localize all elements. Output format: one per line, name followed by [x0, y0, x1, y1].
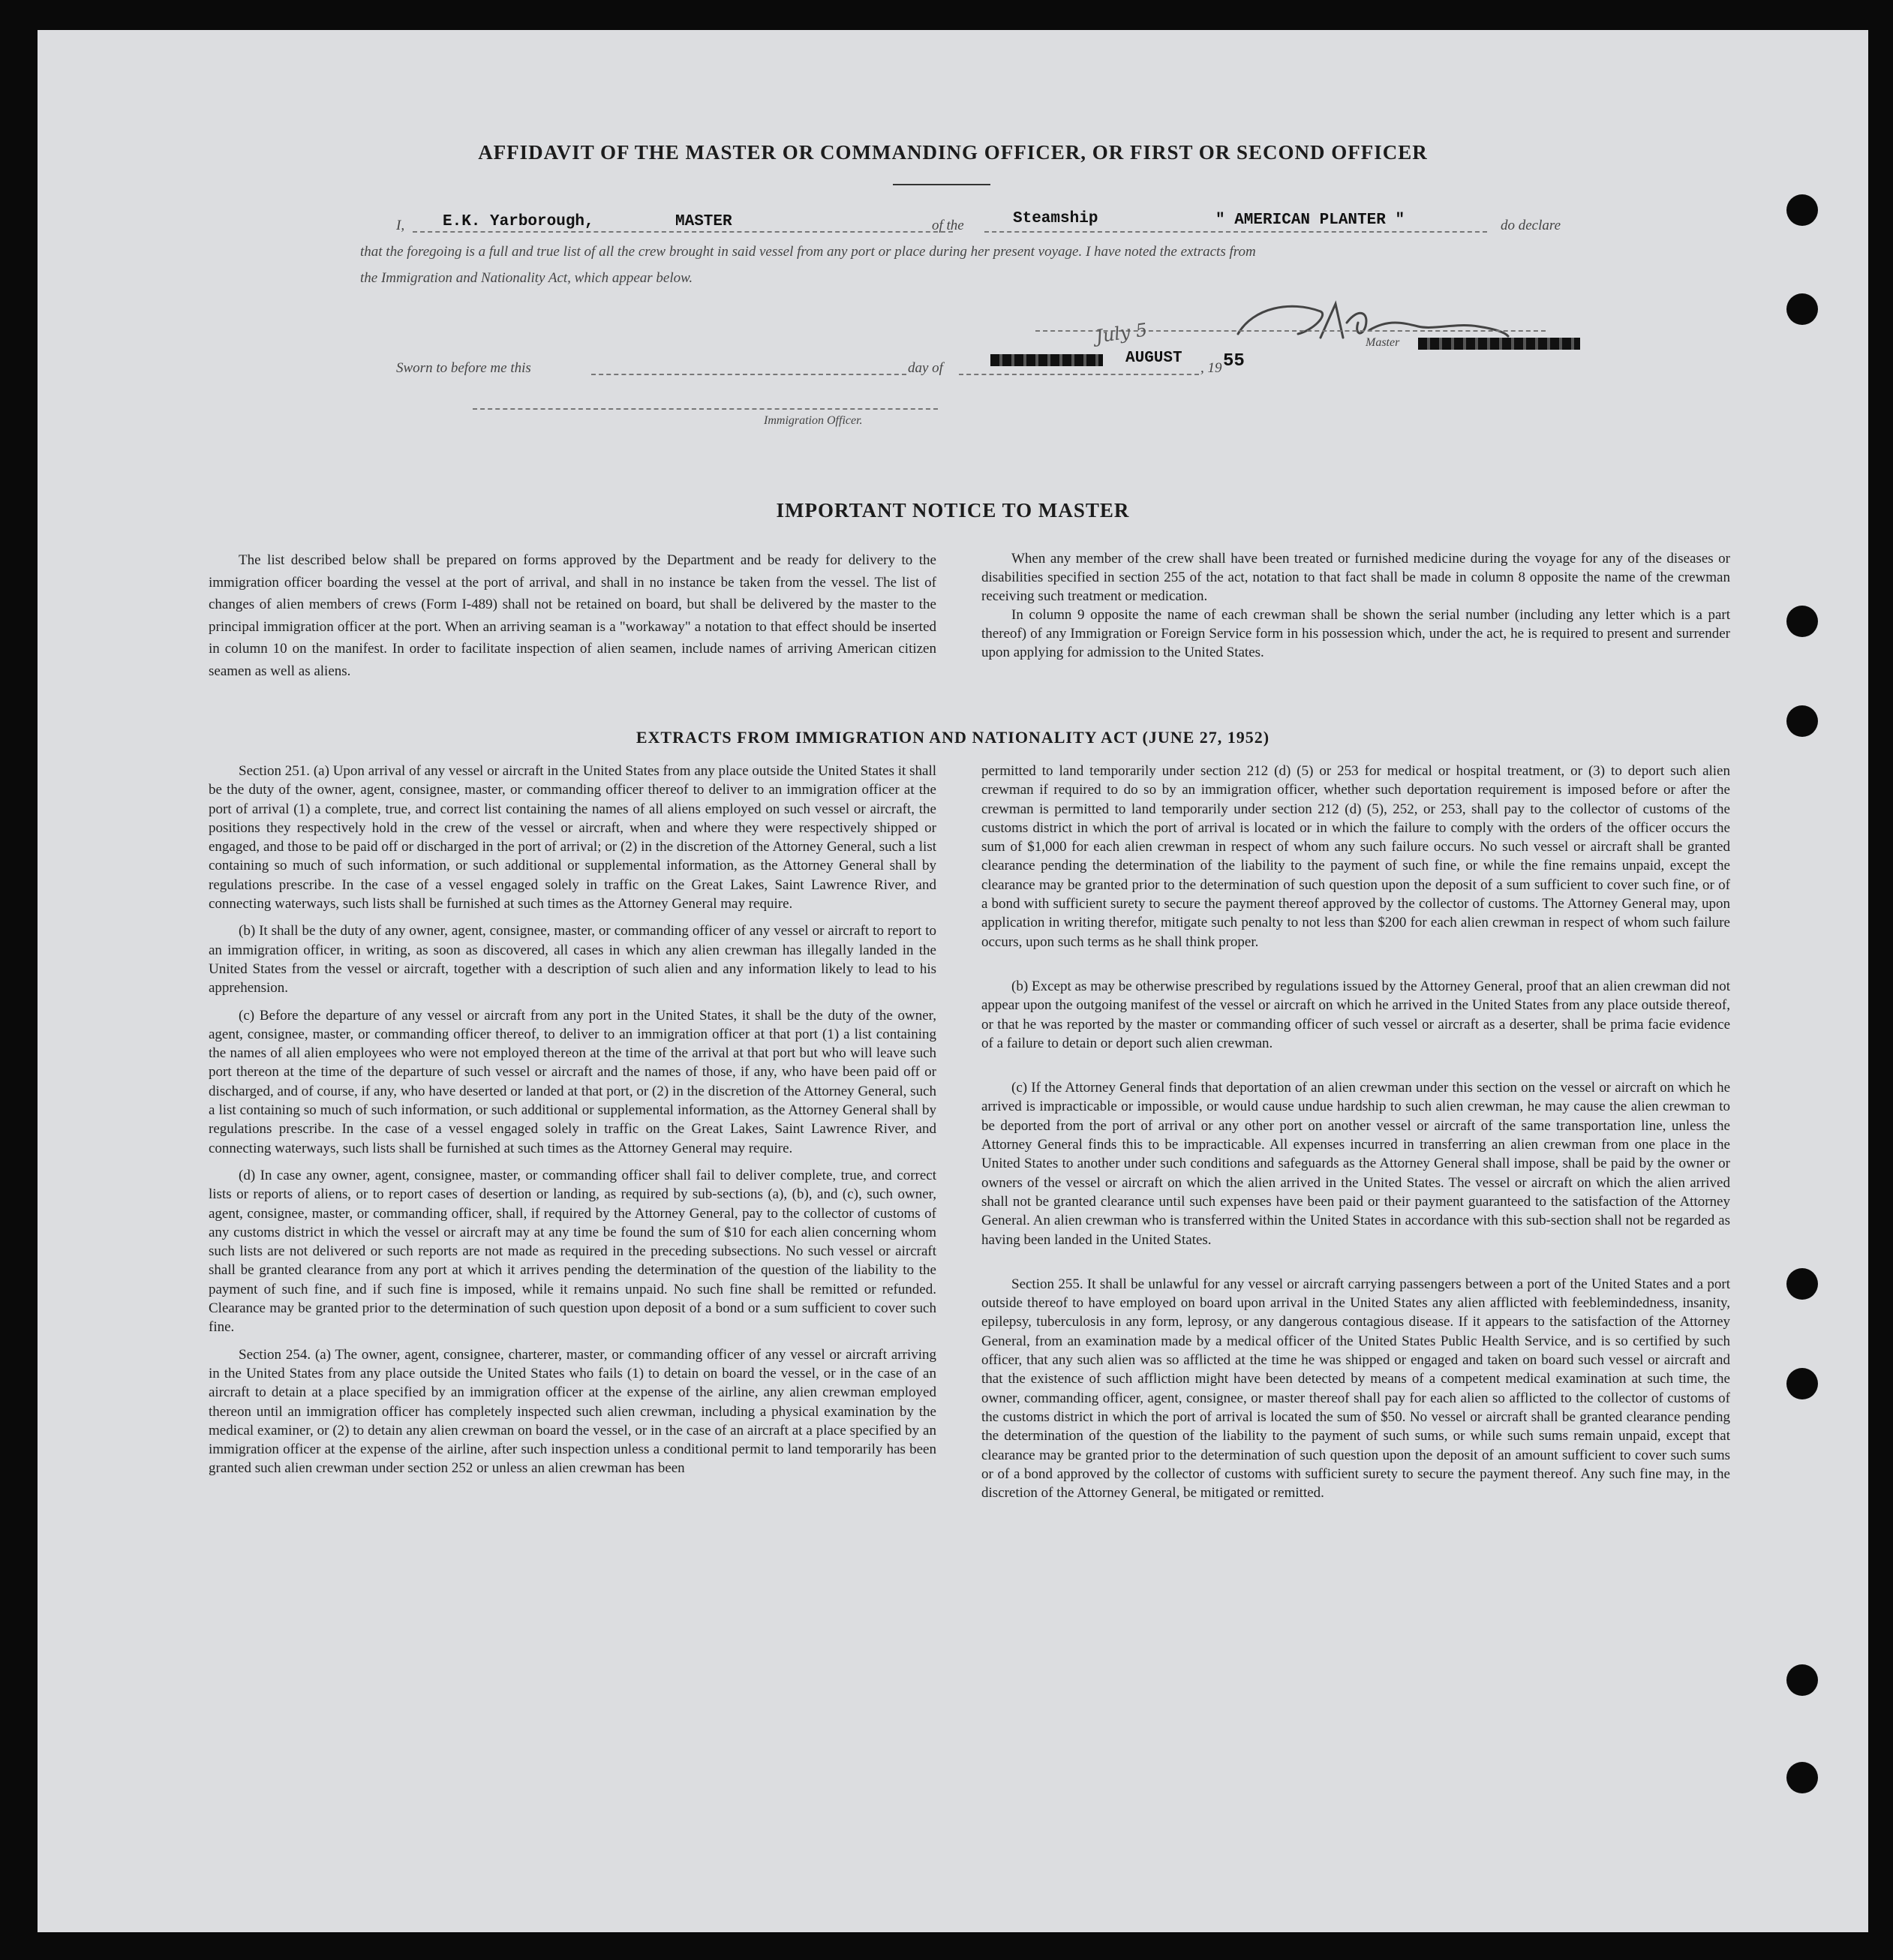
section-251-d: (d) In case any owner, agent, consignee, master, or commanding officer shall fail to deliver complete, true, and correct lists or reports of aliens, or to report cases of desertion or landing, as required by sub-sections (a), (b), and (c), such owner, agent, consignee, master, or commanding officer, shall, if required by the Attorney General, pay to the collector of customs of any customs district in which the vessel or aircraft may at any time be found the sum of $10 for each alien concerning whom such lists are not delivered or such reports are not made as required in the preceding subsections. No such vessel or aircraft shall be granted clearance from any port at which it arrives pending the determination of the question of the liability to the payment of such fine, and if such fine is imposed, while it remains unpaid. No such fine shall be remitted or refunded. Clearance may be granted prior to the determination of such question upon deposit of a bond or a sum sufficient to cover such fine.: [209, 1167, 936, 1336]
sworn-label: Sworn to before me this: [396, 360, 531, 376]
punch-hole: [1786, 194, 1818, 226]
affidavit-title: AFFIDAVIT OF THE MASTER OR COMMANDING OFFICER, OR FIRST OR SECOND OFFICER: [478, 141, 1428, 164]
punch-hole: [1786, 705, 1818, 737]
day-of-label: day of: [908, 360, 943, 376]
section-251-b: (b) It shall be the duty of any owner, agent, consignee, master, or commanding officer of any vessel or aircraft to report to an immigration officer, in writing, as soon as discovered, all cases in which any alien crewman has illegally landed in the United States from the vessel or aircraft, together with a description of such alien and any information likely to lead to his apprehension.: [209, 923, 936, 997]
section-255: Section 255. It shall be unlawful for any vessel or aircraft carrying passengers between a port of the United States and a port outside thereof to have employed on board upon arrival in the United States any alien afflicted with feeblemindedness, insanity, epilepsy, tuberculosis in any form, leprosy, or any dangerous contagious disease. If it appears to the satisfaction of the Attorney General, from an examination made by a medical officer of the United States Public Health Service, and is so certified by such officer, that any such alien was so afflicted at the time he was shipped or engaged and taken on board such vessel or aircraft and that the existence of such affliction might have been detected by means of a competent medical examination at such time, the owner, commanding officer, agent, consignee, or master thereof shall pay for each alien so afflicted to the collector of customs of the customs district in which the port of arrival is located the sum of $50. No vessel or aircraft shall be granted clearance pending the determination of the question of the liability to the payment of such sums, or while such sums remain unpaid, except that clearance may be granted prior to the determination of such question upon the deposit of an amount sufficient to cover such sums or of a bond approved by the collector of customs with sufficient surety to secure the payment thereof. Any such fine may, in the discretion of the Attorney General, be mitigated or remitted.: [981, 1276, 1730, 1502]
struck-out-titles: [1418, 338, 1580, 350]
sworn-year: 55: [1223, 351, 1245, 371]
of-the-label: of the: [932, 218, 964, 233]
immigration-officer-label: Immigration Officer.: [764, 414, 863, 427]
name-rank-blank: [413, 231, 953, 233]
section-254-a: Section 254. (a) The owner, agent, consignee, charterer, master, or commanding officer of any vessel or aircraft arriving in the United States from any place outside the United States who fails (1) to detain on board the vessel, or in the case of an aircraft to detain at a place specified by an immigration officer at the expense of the airline, any alien crewman employed thereon until an immigration officer has completely inspected such alien crewman, including a physical examination by the medical examiner, or (2) to detain any alien crewman on board the vessel, or in the case of an aircraft at a place specified by an immigration officer at the expense of the airline, after such inspection unless a conditional permit to land temporarily has been granted such alien crewman under section 252 or unless an alien crewman has been: [209, 1346, 936, 1477]
section-254-b: (b) Except as may be otherwise prescribed by regulations issued by the Attorney General, proof that an alien crewman did not appear upon the outgoing manifest of the vessel or aircraft on which he arrived in the United States from any place outside thereof, or that he was reported by the master or commanding officer of such vessel or aircraft as a deserter, shall be prima facie evidence of a failure to detain or deport such alien crewman.: [981, 978, 1730, 1051]
extracts-title: EXTRACTS FROM IMMIGRATION AND NATIONALITY ACT (JUNE 27, 1952): [636, 728, 1270, 747]
officer-rank: MASTER: [675, 213, 732, 230]
struck-out-month: [990, 354, 1103, 366]
officer-name: E.K. Yarborough,: [443, 213, 594, 230]
vessel-type: Steamship: [1013, 210, 1098, 227]
section-254-a-continued: permitted to land temporarily under section 212 (d) (5) or 253 for medical or hospital treatment, or (3) to deport such alien crewman if required to do so by an immigration officer, whether such deportation requirement is imposed before or after the crewman is permitted to land temporarily under section 212 (d) (5), 252, or 253, shall pay to the collector of customs of the customs district in which the port of arrival is located or in which the failure to comply with the orders of the officer occurs the sum of $1,000 for each alien crewman in respect of whom any such failure occurs. No such vessel or aircraft shall be granted clearance pending the determination of the liability to the payment of such fine, or while the fine remains unpaid, except the clearance may be granted prior to the determination of such question upon the deposit of a sum sufficient to cover such fine, or of a bond with sufficient surety to secure the payment thereof approved by the collector of customs. The Attorney General may, upon application in writing therefor, mitigate such penalty to not less than $200 for each alien crewman in respect of whom such failure occurs, upon such terms as he shall think proper.: [981, 763, 1730, 950]
immigration-officer-signature-line: [473, 408, 938, 410]
notice-right-paragraph-2: In column 9 opposite the name of each crewman shall be shown the serial number (including any letter which is a part thereof) of any Immigration or Foreign Service form in his possession which, under the act, he is required to present and surrender upon applying for admission to the United States.: [981, 607, 1730, 660]
section-251-a: Section 251. (a) Upon arrival of any vessel or aircraft in the United States from any place outside the United States it shall be the duty of the owner, agent, consignee, master, or commanding officer thereof to deliver to an immigration officer at the port of arrival (1) a complete, true, and correct list containing the names of all aliens employed on such vessel or aircraft, the positions they respectively hold in the crew of the vessel or aircraft, when and where they were respectively shipped or engaged, and those to be paid off or discharged in the port of arrival; or (2) in the discretion of the Attorney General, such a list containing so much of such information, or such additional or supplemental information, as the Attorney General shall by regulations prescribe. In the case of a vessel engaged solely in traffic on the Great Lakes, Saint Lawrence River, and connecting waterways, such lists shall be furnished at such times as the Attorney General may require.: [209, 763, 936, 912]
declaration-line-2: the Immigration and Nationality Act, which appear below.: [360, 270, 693, 286]
extracts-left-column: [209, 762, 936, 1487]
extracts-right-column: [981, 762, 1730, 1511]
month-blank: [959, 374, 1199, 375]
i-label: I,: [396, 218, 405, 233]
year-prefix: , 19: [1200, 360, 1222, 376]
punch-hole: [1786, 1268, 1818, 1300]
do-declare-label: do declare: [1501, 218, 1561, 233]
notice-right-paragraph-1: When any member of the crew shall have been treated or furnished medicine during the voyage for any of the diseases or disabilities specified in section 255 of the act, notation to that fact shall be made in column 8 opposite the name of the crewman receiving such treatment or medication.: [981, 551, 1730, 604]
master-label: Master: [1366, 336, 1400, 349]
sworn-day-blank: [591, 374, 906, 375]
notice-title: IMPORTANT NOTICE TO MASTER: [776, 499, 1130, 522]
title-divider: [893, 184, 990, 185]
punch-hole: [1786, 1762, 1818, 1793]
punch-hole: [1786, 293, 1818, 325]
notice-left-paragraph: The list described below shall be prepared on forms approved by the Department and be ready for delivery to the immigration officer boarding the vessel at the port of arrival, and shall in no instance be taken from the vessel. The list of changes of alien members of crews (Form I-489) shall not be retained on board, but shall be delivered by the master to the principal immigration officer at the port. When an arriving seaman is a "workaway" a notation to that effect should be inserted in column 10 on the manifest. In order to facilitate inspection of alien seamen, include names of arriving American citizen seamen as well as aliens.: [209, 552, 936, 679]
punch-hole: [1786, 606, 1818, 637]
notice-left-column: [209, 549, 936, 691]
vessel-name: " AMERICAN PLANTER ": [1215, 212, 1405, 229]
sworn-month: AUGUST: [1125, 350, 1182, 367]
handwritten-date: July 5: [1094, 319, 1149, 347]
punch-hole: [1786, 1664, 1818, 1696]
punch-hole: [1786, 1368, 1818, 1399]
document-page: [38, 30, 1868, 1932]
section-251-c: (c) Before the departure of any vessel or aircraft from any port in the United States, it shall be the duty of the owner, agent, consignee, master, or commanding officer thereof, to deliver to an immigration officer at that port (1) a list containing the names of all alien employees who were not employed thereon at the time of the arrival at that port but who will leave such port thereon at the time of the departure of such vessel or aircraft and the names of those, if any, who have been paid off or discharged, and of course, if any, who have deserted or landed at that port, or (2) in the discretion of the Attorney General, such a list containing so much of such information, or such additional or supplemental information, as the Attorney General shall by regulations prescribe. In the case of a vessel engaged solely in traffic on the Great Lakes, Saint Lawrence River, and connecting waterways, such lists shall be furnished at such times as the Attorney General may require.: [209, 1007, 936, 1156]
declaration-line-1: that the foregoing is a full and true list of all the crew brought in said vessel from any port or place during her present voyage. I have noted the extracts from: [360, 244, 1256, 260]
section-254-c: (c) If the Attorney General finds that deportation of an alien crewman under this section on the vessel or aircraft on which he arrived is impracticable or impossible, or would cause undue hardship to such alien crewman, he may cause the alien crewman to be deported from the port of arrival or any other port on another vessel or aircraft of the same transportation line, unless the Attorney General finds this to be impracticable. All expenses incurred in transferring an alien crewman from one place in the United States to another under such conditions and safeguards as the Attorney General shall impose, shall be paid by the owner or owners of the vessel or aircraft on which the alien arrived in the United States. The vessel or aircraft on which the alien arrived shall not be granted clearance until such expenses have been paid or their payment guaranteed to the satisfaction of the Attorney General. An alien crewman who is transferred within the United States in accordance with this sub-section shall not be regarded as having been landed in the United States.: [981, 1080, 1730, 1248]
master-signature: [1208, 293, 1523, 360]
vessel-blank: [984, 231, 1487, 233]
notice-right-column: [981, 549, 1730, 670]
